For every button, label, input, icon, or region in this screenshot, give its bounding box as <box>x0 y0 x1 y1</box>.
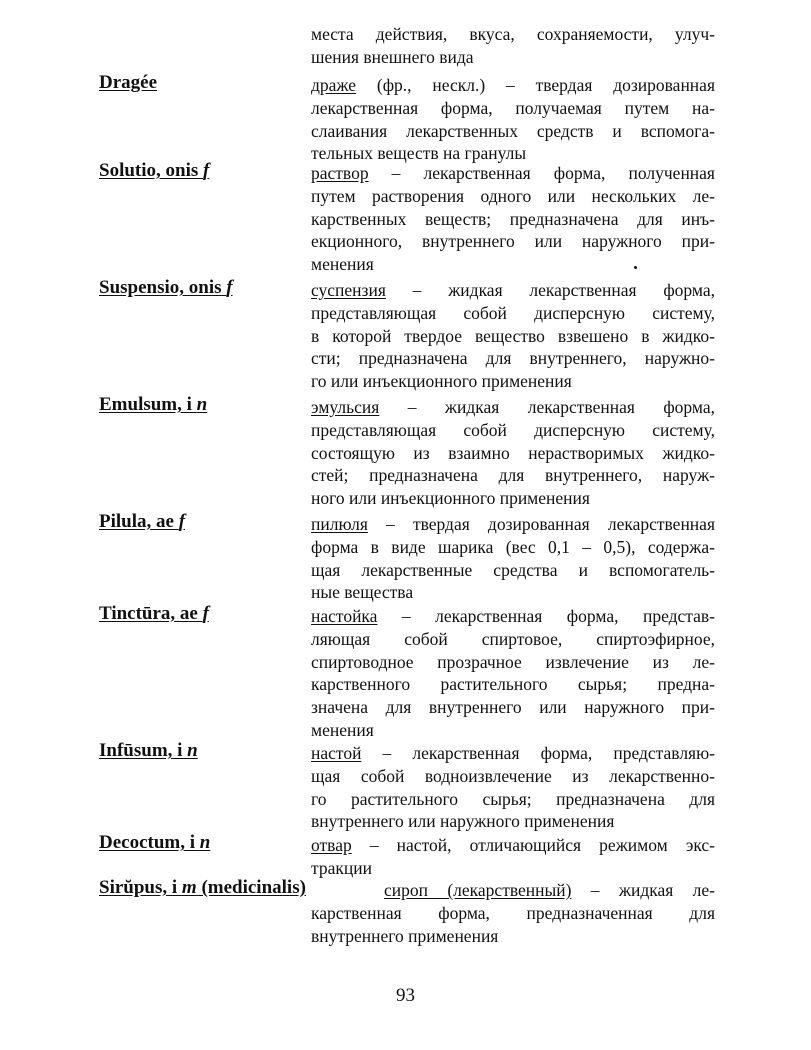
gender-marker: f <box>203 160 210 181</box>
gender-marker: n <box>199 832 211 853</box>
latin-term: Emulsum, i n <box>99 394 208 415</box>
latin-term: Decoctum, i n <box>99 832 211 853</box>
definition-line: настойка – лекарственная форма, представ- <box>311 606 715 626</box>
print-speck <box>634 266 637 269</box>
russian-term: драже <box>311 75 357 95</box>
definition-line: представляющая собой дисперсную систему, <box>311 419 715 440</box>
definition-line: карственная форма, предназначенная для <box>311 902 715 923</box>
definition-line: драже (фр., нескл.) – твердая дозированная <box>311 75 715 95</box>
latin-term: Suspensio, onis f <box>99 277 233 298</box>
latin-term: Tinctūra, ae f <box>99 603 209 624</box>
definition-line: шения внешнего вида <box>311 46 474 67</box>
definition-line: представляющая собой дисперсную систему, <box>311 302 715 323</box>
definition-line: форма в виде шарика (вес 0,1 – 0,5), содержа- <box>311 536 715 557</box>
definition <box>311 396 715 510</box>
definition-line: сти; предназначена для внутреннего, наружно- <box>311 348 715 369</box>
definition-line: внутреннего применения <box>311 925 499 946</box>
definition-line: ного или инъекционного применения <box>311 488 590 509</box>
definition-line: путем растворения одного или нескольких ле- <box>311 185 715 206</box>
definition-line: го растительного сырья; предназначена для <box>311 788 715 809</box>
gender-marker: n <box>187 740 198 761</box>
page-number: 93 <box>396 985 415 1006</box>
russian-term: настойка <box>311 606 378 626</box>
definition-line: суспензия – жидкая лекарственная форма, <box>311 280 715 300</box>
definition <box>311 902 715 948</box>
russian-term: отвар <box>311 835 352 855</box>
latin-term: Infūsum, i n <box>99 740 198 761</box>
gender-marker: n <box>196 394 208 415</box>
definition <box>311 279 715 393</box>
definition-line: пилюля – твердая дозированная лекарственная <box>311 514 715 534</box>
latin-term: Pilula, ae f <box>99 511 186 532</box>
definition-line: слаивания лекарственных средств и вспомога- <box>311 120 715 141</box>
russian-term: суспензия <box>311 280 386 300</box>
definition <box>384 879 715 902</box>
definition-line: екционного, внутреннего или наружного при- <box>311 231 715 252</box>
gender-marker: f <box>178 511 186 532</box>
definition-line: карственного растительного сырья; предна- <box>311 674 715 695</box>
russian-term: пилюля <box>311 514 368 534</box>
latin-term: Sirŭpus, i m (medicinalis) <box>99 877 306 898</box>
russian-term: сироп (лекарственный) <box>384 880 572 900</box>
definition-line: эмульсия – жидкая лекарственная форма, <box>311 397 715 417</box>
definition-line: менения <box>311 719 374 740</box>
definition-line: карственных веществ; предназначена для инъ- <box>311 208 715 229</box>
definition-line: состоящую из взаимно нерастворимых жидко- <box>311 442 715 463</box>
definition-line: настой – лекарственная форма, представляю- <box>311 743 715 763</box>
russian-term: раствор <box>311 163 369 183</box>
russian-term: настой <box>311 743 362 763</box>
russian-term: эмульсия <box>311 397 380 417</box>
definition-line: тельных веществ на гранулы <box>311 143 527 164</box>
definition-line: спиртоводное прозрачное извлечение из ле- <box>311 651 715 672</box>
definition-line: лекарственная форма, получаемая путем на- <box>311 97 715 118</box>
gender-marker: m <box>181 877 197 898</box>
definition-line: тракции <box>311 857 372 878</box>
definition <box>311 74 715 165</box>
definition-line: ные вещества <box>311 582 414 603</box>
definition-line: ляющая собой спиртовое, спиртоэфирное, <box>311 628 715 649</box>
definition-line: стей; предназначена для внутреннего, наруж- <box>311 465 715 486</box>
definition-line: в которой твердое вещество взвешено в жидко- <box>311 325 715 346</box>
definition <box>311 742 715 833</box>
definition-line: щая собой водноизвлечение из лекарственно- <box>311 765 715 786</box>
gender-marker: f <box>202 603 209 624</box>
definition-line: значена для внутреннего или наружного при- <box>311 697 715 718</box>
definition-line: отвар – настой, отличающийся режимом экс- <box>311 835 715 855</box>
definition-line: раствор – лекарственная форма, полученная <box>311 163 715 183</box>
definition-line: сироп (лекарственный) – жидкая ле- <box>384 880 715 900</box>
definition <box>311 513 715 604</box>
definition-line: щая лекарственные средства и вспомогатель- <box>311 559 715 580</box>
definition-line: внутреннего или наружного применения <box>311 811 615 832</box>
latin-term: Dragée <box>99 72 158 93</box>
latin-term: Solutio, onis f <box>99 160 210 181</box>
definition-line: менения <box>311 254 374 275</box>
definition <box>311 162 715 276</box>
gender-marker: f <box>226 277 233 298</box>
definition <box>311 834 715 880</box>
definition-line: места действия, вкуса, сохраняемости, улуч- <box>311 24 715 44</box>
definition-line: го или инъекционного применения <box>311 371 572 392</box>
definition <box>311 23 715 69</box>
definition <box>311 605 715 742</box>
